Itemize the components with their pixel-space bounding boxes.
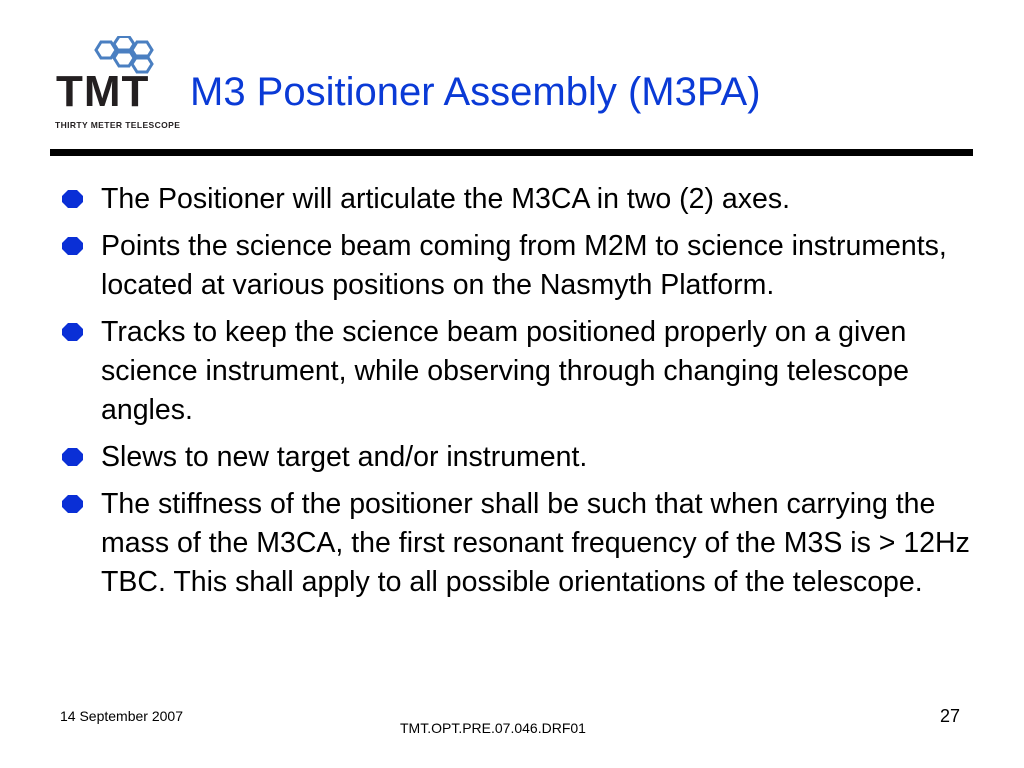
bullet-octagon-icon bbox=[62, 237, 83, 255]
logo-wordmark: TMT bbox=[56, 67, 150, 116]
logo-subtitle: THIRTY METER TELESCOPE bbox=[55, 120, 181, 130]
bullet-text: Tracks to keep the science beam positioned properly on a given science instrument, while observing through changing telescope angles. bbox=[101, 316, 909, 426]
bullet-list bbox=[60, 180, 970, 610]
tmt-logo bbox=[52, 36, 192, 136]
slide-title: M3 Positioner Assembly (M3PA) bbox=[190, 70, 761, 114]
bullet-octagon-icon bbox=[62, 190, 83, 208]
bullet-text: The stiffness of the positioner shall be such that when carrying the mass of the M3CA, the first resonant frequency of the M3S is > 12Hz TBC. This shall apply to all possible orientations of the telescope. bbox=[101, 488, 970, 598]
bullet-text: Slews to new target and/or instrument. bbox=[101, 441, 588, 473]
page-number: 27 bbox=[940, 706, 961, 726]
bullet-octagon-icon bbox=[62, 323, 83, 341]
bullet-item bbox=[60, 227, 970, 305]
bullet-text: The Positioner will articulate the M3CA in two (2) axes. bbox=[101, 183, 791, 215]
footer-date: 14 September 2007 bbox=[60, 708, 183, 724]
bullet-item bbox=[60, 180, 970, 219]
bullet-text: Points the science beam coming from M2M to science instruments, located at various positions on the Nasmyth Platform. bbox=[101, 230, 947, 301]
title-divider bbox=[50, 149, 973, 156]
bullet-octagon-icon bbox=[62, 448, 83, 466]
bullet-item bbox=[60, 438, 970, 477]
bullet-item bbox=[60, 485, 970, 602]
footer-document-id: TMT.OPT.PRE.07.046.DRF01 bbox=[400, 720, 586, 736]
bullet-octagon-icon bbox=[62, 495, 83, 513]
bullet-item bbox=[60, 313, 970, 430]
